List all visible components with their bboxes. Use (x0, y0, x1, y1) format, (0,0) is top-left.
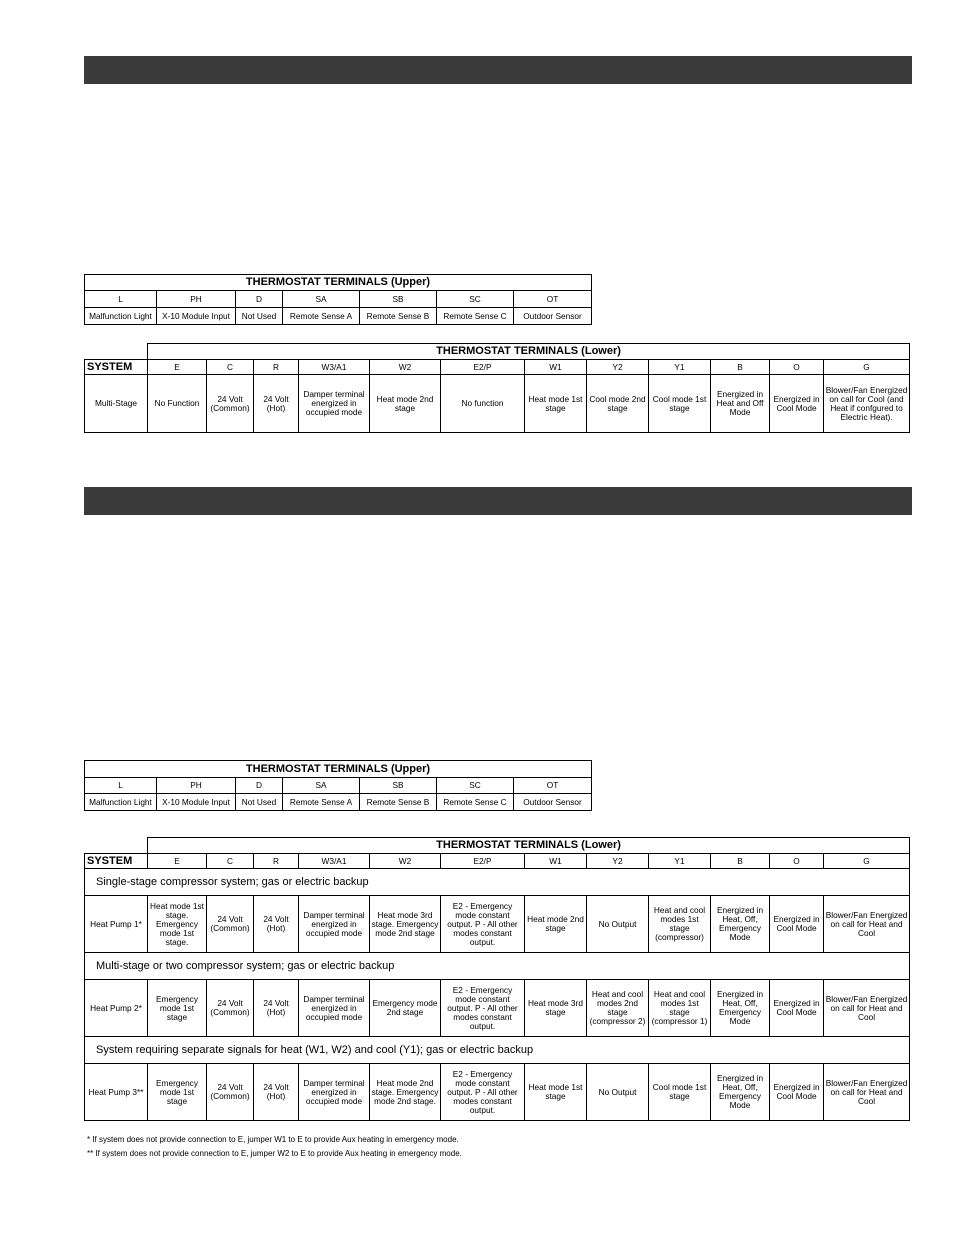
upper-function-cell: X-10 Module Input (157, 308, 236, 325)
lower-terminal-cell: Y2 (587, 360, 649, 375)
upper-function-cell: Remote Sense A (283, 308, 360, 325)
lower-terminal-cell: W1 (525, 360, 587, 375)
system-header: SYSTEM (85, 854, 148, 869)
upper-function-cell: Malfunction Light (85, 308, 157, 325)
terminal-function-cell: Blower/Fan Energized on call for Heat and Cool (824, 1064, 910, 1121)
terminal-function-cell: No Function (148, 375, 207, 433)
terminal-function-cell: Energized in Heat, Off, Emergency Mode (711, 980, 770, 1037)
upper-function-cell: Not Used (236, 794, 283, 811)
lower-terminal-cell: W2 (370, 360, 441, 375)
lower-terminal-cell: E2/P (441, 360, 525, 375)
lower-table-title: THERMOSTAT TERMINALS (Lower) (148, 344, 910, 360)
terminal-function-cell: No function (441, 375, 525, 433)
upper-terminals-table-1 (84, 274, 592, 325)
upper-terminal-cell: SA (283, 291, 360, 308)
terminal-function-cell: Cool mode 2nd stage (587, 375, 649, 433)
upper-function-cell: Outdoor Sensor (514, 308, 592, 325)
lower-terminal-cell: W2 (370, 854, 441, 869)
lower-terminal-cell: G (824, 360, 910, 375)
terminal-function-cell: Energized in Heat and Off Mode (711, 375, 770, 433)
terminal-function-cell: Heat mode 3rd stage (525, 980, 587, 1037)
multistage-row (85, 375, 910, 433)
lower-terminal-cell: E (148, 854, 207, 869)
upper-function-cell: Remote Sense A (283, 794, 360, 811)
lower-header-row (85, 360, 910, 375)
upper-terminal-cell: PH (157, 778, 236, 794)
terminal-function-cell: 24 Volt (Hot) (254, 375, 299, 433)
terminal-function-cell: Emergency mode 1st stage (148, 980, 207, 1037)
lower-header-row (85, 854, 910, 869)
terminal-function-cell: Heat mode 2nd stage (525, 896, 587, 953)
section-heading: Multi-stage or two compressor system; gas or electric backup (85, 953, 910, 980)
system-name-cell: Heat Pump 2* (85, 980, 148, 1037)
system-name-cell: Heat Pump 1* (85, 896, 148, 953)
lower-terminal-cell: G (824, 854, 910, 869)
lower-terminal-cell: R (254, 360, 299, 375)
system-header: SYSTEM (85, 360, 148, 375)
lower-terminal-cell: E (148, 360, 207, 375)
terminal-function-cell: Blower/Fan Energized on call for Heat and Cool (824, 896, 910, 953)
terminal-function-cell: Blower/Fan Energized on call for Cool (and Heat if confgured to Electric Heat). (824, 375, 910, 433)
terminal-function-cell: Energized in Cool Mode (770, 980, 824, 1037)
upper-table-title: THERMOSTAT TERMINALS (Upper) (85, 275, 592, 291)
lower-terminal-cell: O (770, 854, 824, 869)
terminal-function-cell: Heat and cool modes 2nd stage (compressor 2) (587, 980, 649, 1037)
lower-terminal-cell: W3/A1 (299, 360, 370, 375)
terminal-function-cell: Heat and cool modes 1st stage (compressor 1) (649, 980, 711, 1037)
terminal-function-cell: E2 - Emergency mode constant output. P - All other modes constant output. (441, 980, 525, 1037)
upper-terminal-cell: SA (283, 778, 360, 794)
terminal-function-cell: 24 Volt (Common) (207, 896, 254, 953)
terminal-function-cell: Emergency mode 1st stage (148, 1064, 207, 1121)
upper-terminal-cell: OT (514, 291, 592, 308)
upper-terminal-cell: D (236, 778, 283, 794)
section-header-bar-1 (84, 56, 912, 84)
lower-terminal-cell: B (711, 854, 770, 869)
upper-terminal-row (85, 778, 592, 794)
terminal-function-cell: 24 Volt (Common) (207, 980, 254, 1037)
section-heading: Single-stage compressor system; gas or electric backup (85, 869, 910, 896)
terminal-function-cell: Damper terminal energized in occupied mode (299, 980, 370, 1037)
lower-terminals-table-1 (84, 343, 910, 433)
upper-function-cell: Remote Sense B (360, 308, 437, 325)
section-heading-row (85, 1037, 910, 1064)
terminal-function-cell: 24 Volt (Hot) (254, 980, 299, 1037)
lower-terminal-cell: E2/P (441, 854, 525, 869)
terminal-function-cell: 24 Volt (Common) (207, 375, 254, 433)
upper-terminal-row (85, 291, 592, 308)
lower-terminal-cell: Y1 (649, 854, 711, 869)
terminal-function-cell: Heat mode 3rd stage. Emergency mode 2nd stage (370, 896, 441, 953)
terminal-function-cell: Blower/Fan Energized on call for Heat and Cool (824, 980, 910, 1037)
lower-terminal-cell: Y2 (587, 854, 649, 869)
upper-function-cell: Remote Sense B (360, 794, 437, 811)
section-heading-row (85, 953, 910, 980)
terminal-function-cell: Emergency mode 2nd stage (370, 980, 441, 1037)
lower-terminal-cell: W3/A1 (299, 854, 370, 869)
terminal-function-cell: Heat mode 1st stage (525, 1064, 587, 1121)
terminal-function-cell: Energized in Cool Mode (770, 1064, 824, 1121)
upper-terminal-cell: SC (437, 291, 514, 308)
heat-pump-row (85, 896, 910, 953)
upper-function-cell: Not Used (236, 308, 283, 325)
terminal-function-cell: Energized in Heat, Off, Emergency Mode (711, 896, 770, 953)
upper-terminal-cell: PH (157, 291, 236, 308)
section-heading: System requiring separate signals for heat (W1, W2) and cool (Y1); gas or electric backup (85, 1037, 910, 1064)
terminal-function-cell: Heat mode 2nd stage. Emergency mode 2nd stage. (370, 1064, 441, 1121)
footnote-1: * If system does not provide connection to E, jumper W1 to E to provide Aux heating in emergency mode. (87, 1135, 459, 1144)
lower-terminal-cell: C (207, 360, 254, 375)
footnote-2: ** If system does not provide connection to E, jumper W2 to E to provide Aux heating in emergency mode. (87, 1149, 462, 1158)
terminal-function-cell: 24 Volt (Common) (207, 1064, 254, 1121)
upper-terminals-table-2 (84, 760, 592, 811)
section-heading-row (85, 869, 910, 896)
lower-terminal-cell: O (770, 360, 824, 375)
lower-terminal-cell: C (207, 854, 254, 869)
lower-terminal-cell: W1 (525, 854, 587, 869)
upper-terminal-cell: SB (360, 778, 437, 794)
upper-function-cell: X-10 Module Input (157, 794, 236, 811)
terminal-function-cell: Damper terminal energized in occupied mode (299, 1064, 370, 1121)
system-name-cell: Multi-Stage (85, 375, 148, 433)
terminal-function-cell: Heat mode 1st stage (525, 375, 587, 433)
lower-terminal-cell: B (711, 360, 770, 375)
terminal-function-cell: E2 - Emergency mode constant output. P - All other modes constant output. (441, 896, 525, 953)
terminal-function-cell: Damper terminal energized in occupied mode (299, 896, 370, 953)
terminal-function-cell: E2 - Emergency mode constant output. P - All other modes constant output. (441, 1064, 525, 1121)
upper-terminal-cell: SC (437, 778, 514, 794)
heat-pump-row (85, 980, 910, 1037)
upper-function-cell: Malfunction Light (85, 794, 157, 811)
upper-function-cell: Remote Sense C (437, 794, 514, 811)
terminal-function-cell: Heat mode 2nd stage (370, 375, 441, 433)
lower-terminal-cell: R (254, 854, 299, 869)
heat-pump-terminals-table (84, 837, 910, 1121)
upper-function-cell: Outdoor Sensor (514, 794, 592, 811)
terminal-function-cell: Energized in Cool Mode (770, 375, 824, 433)
terminal-function-cell: 24 Volt (Hot) (254, 1064, 299, 1121)
section-header-bar-2 (84, 487, 912, 515)
terminal-function-cell: No Output (587, 896, 649, 953)
lower-table-title: THERMOSTAT TERMINALS (Lower) (148, 838, 910, 854)
lower-terminal-cell: Y1 (649, 360, 711, 375)
terminal-function-cell: Damper terminal energized in occupied mode (299, 375, 370, 433)
terminal-function-cell: Cool mode 1st stage (649, 1064, 711, 1121)
terminal-function-cell: Energized in Heat, Off, Emergency Mode (711, 1064, 770, 1121)
upper-terminal-cell: L (85, 291, 157, 308)
terminal-function-cell: 24 Volt (Hot) (254, 896, 299, 953)
upper-function-row (85, 308, 592, 325)
upper-function-cell: Remote Sense C (437, 308, 514, 325)
terminal-function-cell: Heat and cool modes 1st stage (compressor) (649, 896, 711, 953)
system-name-cell: Heat Pump 3** (85, 1064, 148, 1121)
upper-terminal-cell: L (85, 778, 157, 794)
upper-terminal-cell: D (236, 291, 283, 308)
terminal-function-cell: Heat mode 1st stage. Emergency mode 1st stage. (148, 896, 207, 953)
upper-terminal-cell: SB (360, 291, 437, 308)
terminal-function-cell: Cool mode 1st stage (649, 375, 711, 433)
terminal-function-cell: No Output (587, 1064, 649, 1121)
heat-pump-row (85, 1064, 910, 1121)
upper-terminal-cell: OT (514, 778, 592, 794)
upper-function-row (85, 794, 592, 811)
terminal-function-cell: Energized in Cool Mode (770, 896, 824, 953)
upper-table-title: THERMOSTAT TERMINALS (Upper) (85, 761, 592, 778)
